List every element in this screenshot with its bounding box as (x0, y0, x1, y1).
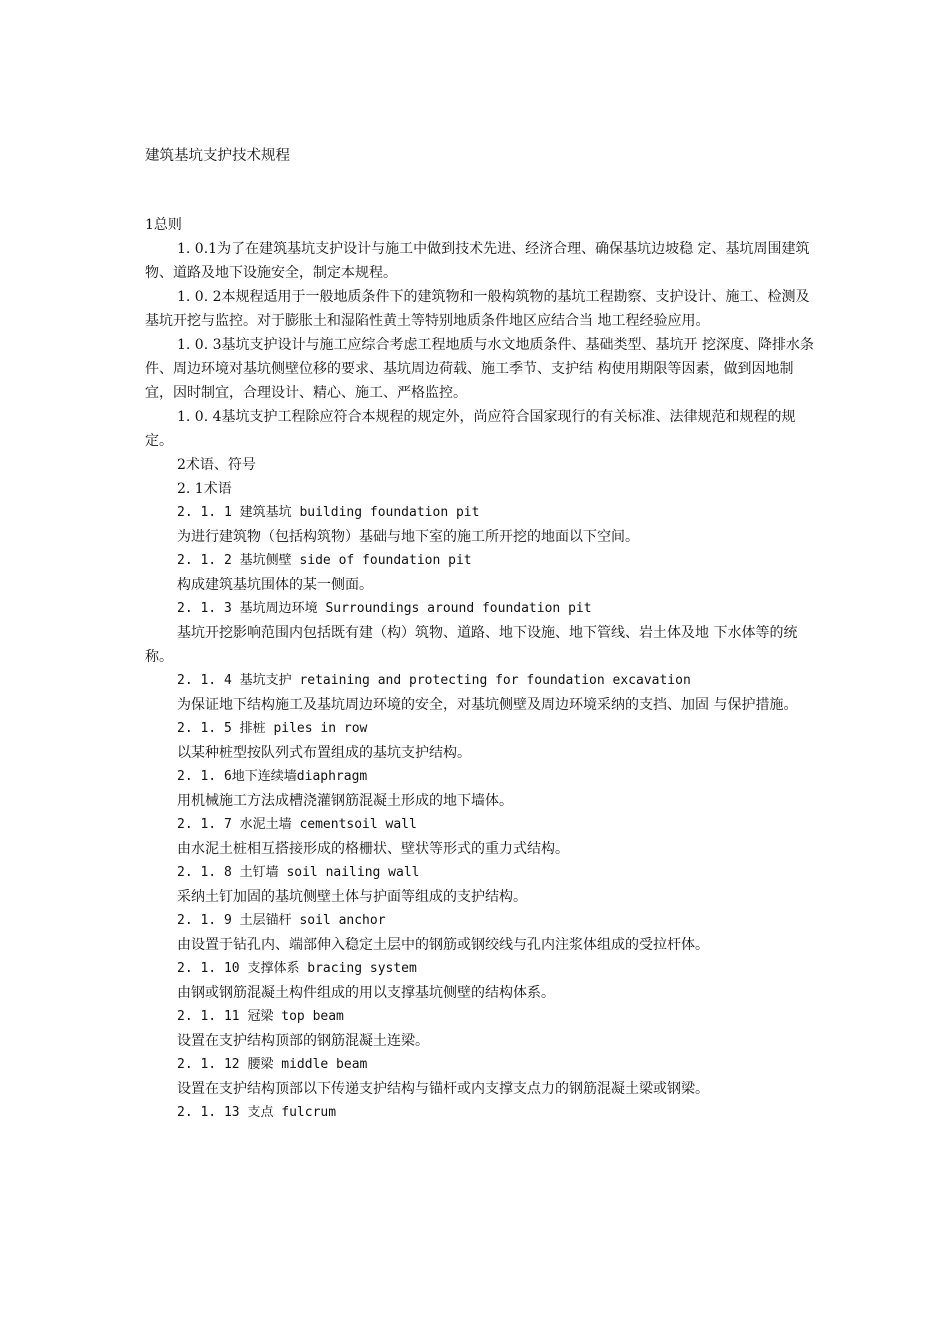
clause-1-0-4: 1. 0. 4基坑支护工程除应符合本规程的规定外，尚应符合国家现行的有关标准、法律规范和规程的规定。 (145, 409, 796, 449)
term-definition-2-1-11: 设置在支护结构顶部的钢筋混凝土连梁。 (177, 1033, 429, 1049)
term-heading-2-1-1: 2. 1. 1 建筑基坑 building foundation pit (177, 505, 480, 520)
term-definition-2-1-10: 由钢或钢筋混凝土构件组成的用以支撑基坑侧壁的结构体系。 (177, 985, 555, 1001)
term-definition-2-1-12: 设置在支护结构顶部以下传递支护结构与锚杆或内支撑支点力的钢筋混凝土梁或钢梁。 (177, 1081, 709, 1097)
clause-1-0-2: 1. 0. 2本规程适用于一般地质条件下的建筑物和一般构筑物的基坑工程勘察、支护设计、施工、检测及基坑开挖与监控。对于膨胀土和湿陷性黄土等特别地质条件地区应结合当 地工程经验应用。 (145, 289, 810, 329)
clause-1-0-1: 1. 0.1为了在建筑基坑支护设计与施工中做到技术先进、经济合理、确保基坑边坡稳 定、基坑周围建筑物、道路及地下设施安全，制定本规程。 (145, 241, 810, 281)
term-definition-2-1-4: 为保证地下结构施工及基坑周边环境的安全，对基坑侧壁及周边环境采纳的支挡、加固 与保护措施。 (177, 697, 798, 713)
term-heading-2-1-12: 2. 1. 12 腰梁 middle beam (177, 1057, 368, 1072)
term-heading-2-1-9: 2. 1. 9 土层锚杆 soil anchor (177, 913, 386, 928)
term-definition-2-1-9: 由设置于钻孔内、端部伸入稳定土层中的钢筋或钢绞线与孔内注浆体组成的受拉杆体。 (177, 937, 709, 953)
section-heading-1: 1总则 (145, 217, 182, 233)
term-definition-2-1-1: 为进行建筑物（包括构筑物）基础与地下室的施工所开挖的地面以下空间。 (177, 529, 639, 545)
term-definition-2-1-3: 基坑开挖影响范围内包括既有建（构）筑物、道路、地下设施、地下管线、岩土体及地 下水体等的统称。 (145, 625, 798, 665)
document-body (145, 213, 815, 1125)
term-definition-2-1-8: 采纳土钉加固的基坑侧壁土体与护面等组成的支护结构。 (177, 889, 527, 905)
term-heading-2-1-13: 2. 1. 13 支点 fulcrum (177, 1105, 337, 1120)
term-heading-2-1-5: 2. 1. 5 排桩 piles in row (177, 721, 368, 736)
term-heading-2-1-2: 2. 1. 2 基坑侧壁 side of foundation pit (177, 553, 472, 568)
term-heading-2-1-4: 2. 1. 4 基坑支护 retaining and protecting for foundation excavation (177, 673, 691, 688)
term-definition-2-1-7: 由水泥土桩相互搭接形成的格栅状、壁状等形式的重力式结构。 (177, 841, 569, 857)
term-heading-2-1-11: 2. 1. 11 冠梁 top beam (177, 1009, 344, 1024)
section-heading-2: 2术语、符号 (177, 457, 256, 473)
subsection-heading-2-1: 2. 1术语 (177, 481, 232, 497)
term-heading-2-1-7: 2. 1. 7 水泥土墙 cementsoil wall (177, 817, 417, 832)
term-definition-2-1-6: 用机械施工方法成槽浇灌钢筋混凝土形成的地下墙体。 (177, 793, 513, 809)
term-definition-2-1-2: 构成建筑基坑围体的某一侧面。 (177, 577, 373, 593)
term-heading-2-1-8: 2. 1. 8 土钉墙 soil nailing wall (177, 865, 420, 880)
term-heading-2-1-6: 2. 1. 6地下连续墙diaphragm (177, 769, 368, 784)
term-heading-2-1-10: 2. 1. 10 支撑体系 bracing system (177, 961, 417, 976)
term-heading-2-1-3: 2. 1. 3 基坑周边环境 Surroundings around foundation pit (177, 601, 592, 616)
document-title: 建筑基坑支护技术规程 (145, 148, 290, 164)
clause-1-0-3: 1. 0. 3基坑支护设计与施工应综合考虑工程地质与水文地质条件、基础类型、基坑开 挖深度、降排水条件、周边环境对基坑侧壁位移的要求、基坑周边荷载、施工季节、支护结 构使用期限等因素，做到因地制宜，因时制宜，合理设计、精心、施工、严格监控。 (145, 337, 814, 401)
term-definition-2-1-5: 以某种桩型按队列式布置组成的基坑支护结构。 (177, 745, 471, 761)
